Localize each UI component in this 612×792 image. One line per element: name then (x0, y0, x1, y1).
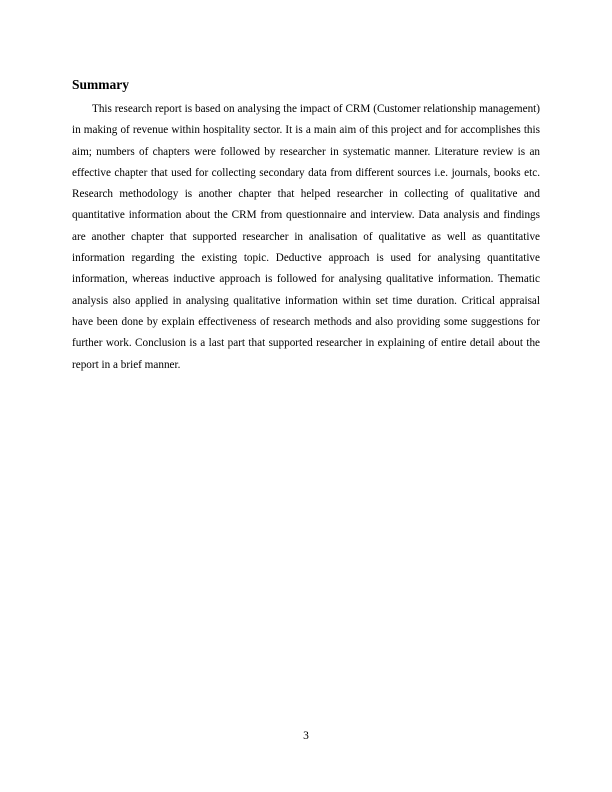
section-heading: Summary (72, 77, 129, 92)
summary-paragraph: This research report is based on analysing the impact of CRM (Customer relationship management) in making of revenue within hospitality sector. It is a main aim of this project and for accomplishes this aim; numbers of chapters were followed by researcher in systematic manner. Literature review is an effective chapter that used for collecting secondary data from different sources i.e. journals, books etc. Research methodology is another chapter that helped researcher in collecting of qualitative and quantitative information about the CRM from questionnaire and interview. Data analysis and findings are another chapter that supported researcher in analisation of qualitative as well as quantitative information regarding the existing topic. Deductive approach is used for analysing quantitative information, whereas inductive approach is followed for analysing qualitative information. Thematic analysis also applied in analysing qualitative information within set time duration. Critical appraisal have been done by explain effectiveness of research methods and also providing some suggestions for further work. Conclusion is a last part that supported researcher in explaining of entire detail about the report in a brief manner. (72, 103, 540, 371)
page-number: 3 (303, 730, 309, 742)
